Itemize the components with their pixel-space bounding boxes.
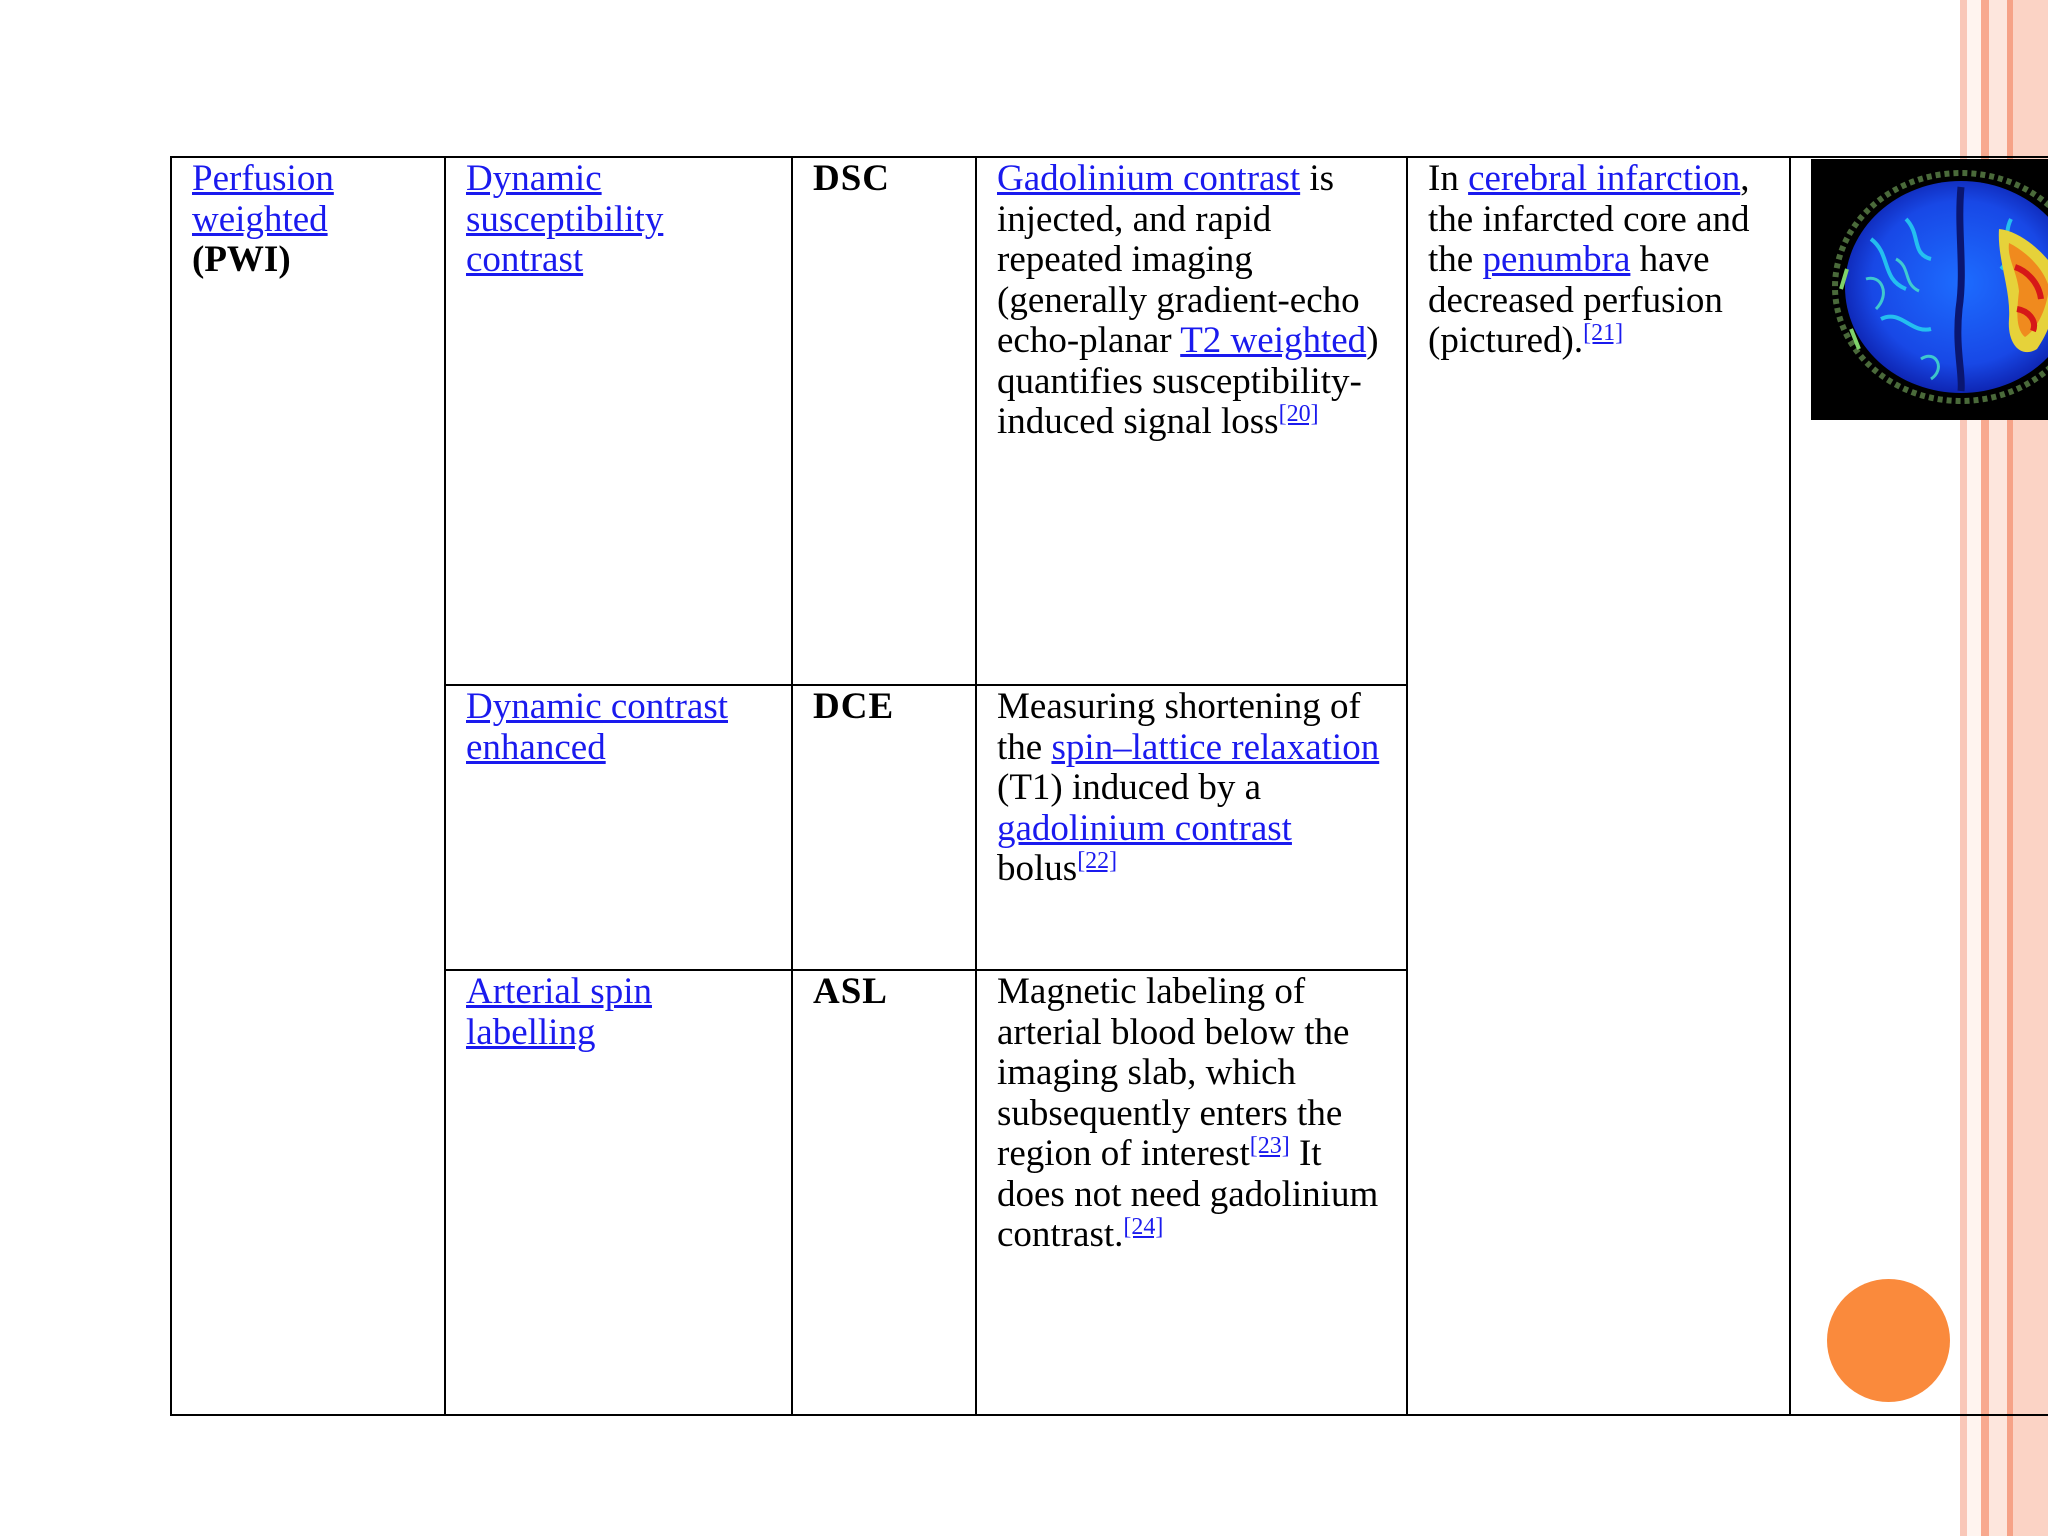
description-cell: [976, 970, 1407, 1415]
abbreviation-cell: [792, 970, 976, 1415]
link-dynamic-susceptibility-contrast[interactable]: Dynamic susceptibility contrast: [466, 158, 664, 280]
description-text: Measuring shortening of the: [997, 686, 1361, 768]
reference-link-24[interactable]: [24]: [1123, 1214, 1164, 1240]
reference-link-21[interactable]: [21]: [1583, 320, 1624, 346]
abbreviation-asl: ASL: [813, 971, 888, 1012]
link-dynamic-contrast-enhanced[interactable]: Dynamic contrast enhanced: [466, 686, 728, 768]
technique-abbreviation: (PWI): [192, 239, 291, 280]
link-t2-weighted[interactable]: T2 weighted: [1180, 320, 1367, 361]
use-text: have decreased perfusion (pictured).: [1428, 239, 1723, 361]
link-perfusion-weighted[interactable]: Perfusion weighted: [192, 158, 334, 240]
reference-link-23[interactable]: [23]: [1249, 1133, 1290, 1159]
reference-link-22[interactable]: [22]: [1077, 848, 1118, 874]
description-text: It does not need gadolinium contrast.: [997, 1133, 1379, 1255]
method-cell: [445, 685, 792, 970]
table-row: [171, 157, 2048, 685]
use-cell: [1407, 157, 1790, 1415]
description-cell: [976, 685, 1407, 970]
method-cell: [445, 970, 792, 1415]
link-gadolinium-contrast[interactable]: gadolinium contrast: [997, 807, 1292, 849]
image-cell: [1790, 157, 2048, 1415]
link-spin-lattice-relaxation[interactable]: spin–lattice relaxation: [1051, 726, 1380, 768]
decorative-orange-circle: [1827, 1279, 1950, 1402]
use-text: , the infarcted core and the: [1428, 158, 1750, 280]
link-arterial-spin-labelling[interactable]: Arterial spin labelling: [466, 971, 652, 1053]
brain-scan-icon: [1811, 159, 2048, 420]
link-cerebral-infarction[interactable]: cerebral infarction: [1468, 158, 1741, 199]
reference-link-20[interactable]: [20]: [1278, 401, 1319, 427]
perfusion-brain-scan-image: [1811, 159, 2048, 420]
link-gadolinium-contrast[interactable]: Gadolinium contrast: [997, 158, 1301, 199]
description-text: bolus: [997, 848, 1078, 889]
abbreviation-cell: [792, 685, 976, 970]
perfusion-mri-table: [170, 156, 2048, 1416]
description-text: Magnetic labeling of arterial blood below the imaging slab, which subsequently enters the region of interest: [997, 971, 1350, 1174]
link-penumbra[interactable]: penumbra: [1482, 239, 1631, 280]
use-text: In: [1428, 158, 1469, 199]
abbreviation-cell: [792, 157, 976, 685]
technique-cell: [171, 157, 445, 1415]
description-text: (T1) induced by a: [997, 767, 1262, 808]
description-text: ) quantifies susceptibility-induced signal loss: [997, 320, 1379, 442]
abbreviation-dsc: DSC: [813, 158, 891, 199]
description-cell: [976, 157, 1407, 685]
method-cell: [445, 157, 792, 685]
description-text: is injected, and rapid repeated imaging (generally gradient-echo echo-planar: [997, 158, 1360, 361]
abbreviation-dce: DCE: [813, 686, 895, 727]
